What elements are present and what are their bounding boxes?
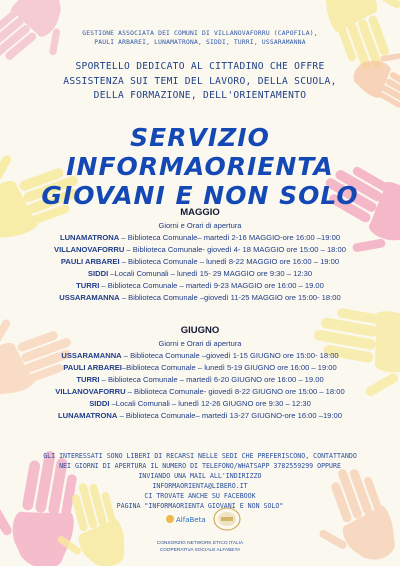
- info-facebook-page: PAGINA "INFORMAORIENTA GIOVANI E NON SOLO": [116, 502, 284, 510]
- schedule-row: [0, 351, 400, 360]
- schedule-town: SIDDI: [87, 269, 109, 278]
- intro-line-1: SPORTELLO DEDICATO AL CITTADINO CHE OFFRE: [75, 61, 325, 72]
- alfabeta-logo: [165, 512, 207, 526]
- schedule-town: TURRI: [76, 281, 100, 290]
- schedule-row: [0, 293, 400, 302]
- schedule-detail: – Biblioteca Comunale– martedì 13-27 GIUGNO-ore 16:00 –19:00: [117, 411, 342, 420]
- schedule-town: VILLANOVAFORRU: [54, 245, 125, 254]
- schedule-row: [0, 281, 400, 290]
- schedule-town: PAULI ARBAREI: [63, 363, 122, 372]
- title-line-1: SERVIZIO INFORMAORIENTA: [66, 123, 334, 181]
- schedule-row: [0, 269, 400, 278]
- schedule-town: PAULI ARBAREI: [60, 257, 120, 266]
- schedule-detail: – Biblioteca Comunale– martedì 2-16 MAGGIO-ore 16:00 –19:00: [119, 233, 341, 242]
- schedule-detail: – Biblioteca Comunale- giovedì 8-22 GIUGNO ore 15:00 – 18:00: [125, 387, 345, 396]
- schedule-town: LUNAMATRONA: [59, 233, 120, 242]
- schedule-town: SIDDI: [89, 399, 110, 408]
- footer-line-2: COOPERATIVA SOCIALE ALFABETA: [159, 547, 241, 553]
- title-line-2: GIOVANI E NON SOLO: [41, 181, 359, 210]
- schedule-detail: – Biblioteca Comunale – martedì 9-23 MAGGIO ore 16:00 – 19.00: [99, 281, 324, 290]
- intro-line-3: DELLA FORMAZIONE, DELL'ORIENTAMENTO: [93, 90, 307, 101]
- schedule-row: [0, 399, 400, 408]
- schedule-row: [0, 245, 400, 254]
- footer-line-1: CONSORZIO NETWORK ETICO ITALIA: [156, 541, 244, 546]
- info-email: INFORMAORIENTA@LIBERO.IT: [152, 482, 248, 490]
- cooperative-seal-icon: [212, 506, 242, 532]
- schedule-detail: –Locali Comunali – lunedì 15- 29 MAGGIO ore 9:30 – 12:30: [108, 269, 313, 278]
- schedule-subtitle-maggio: Giorni e Orari di apertura: [158, 221, 242, 230]
- schedule-subtitle-giugno: Giorni e Orari di apertura: [158, 339, 242, 348]
- schedule-detail: –Biblioteca Comunale – lunedì 5-19 GIUGNO ore 16:00 – 19:00: [121, 363, 337, 372]
- schedule-detail: – Biblioteca Comunale – lunedì 8-22 MAGGIO ore 16:00 – 19:00: [119, 257, 340, 266]
- intro-line-2: ASSISTENZA SUI TEMI DEL LAVORO, DELLA SCUOLA,: [63, 75, 337, 87]
- schedule-town: TURRI: [76, 375, 100, 384]
- alfabeta-logo-text: AlfaBeta: [176, 516, 206, 524]
- schedule-town: USSARAMANNA: [59, 293, 120, 302]
- schedule-town: LUNAMATRONA: [58, 411, 118, 420]
- info-line-3: INVIANDO UNA MAIL ALL'INDIRIZZO: [138, 472, 262, 480]
- organization-header: [20, 29, 380, 47]
- info-line-5: CI TROVATE ANCHE SU FACEBOOK: [144, 492, 256, 500]
- footer-credits: [0, 541, 400, 554]
- schedule-detail: – Biblioteca Comunale – martedì 6-20 GIUGNO ore 16:00 – 19.00: [99, 375, 324, 384]
- service-intro: [14, 60, 386, 104]
- month-heading-maggio: MAGGIO: [180, 207, 220, 218]
- schedule-detail: – Biblioteca Comunale –giovedì 1-15 GIUGNO ore 15:00- 18:00: [121, 351, 339, 360]
- schedule-row: [0, 411, 400, 420]
- schedule-detail: – Biblioteca Comunale –giovedì 11-25 MAGGIO ore 15:00- 18:00: [119, 293, 341, 302]
- page-title: [10, 123, 390, 210]
- schedule-row: [0, 233, 400, 242]
- schedule-row: [0, 387, 400, 396]
- schedule-row: [0, 257, 400, 266]
- info-line-2: NEI GIORNI DI APERTURA IL NUMERO DI TELEFONO/WHATSAPP 3782559299 OPPURE: [59, 462, 341, 470]
- contact-info: [20, 451, 380, 511]
- schedule-town: VILLANOVAFORRU: [55, 387, 126, 396]
- schedule-row: [0, 375, 400, 384]
- month-heading-giugno: GIUGNO: [180, 325, 220, 336]
- schedule-row: [0, 363, 400, 372]
- schedule-detail: –Locali Comunali – lunedì 12-26 GIUGNO ore 9:30 – 12:30: [109, 399, 311, 408]
- schedule-detail: – Biblioteca Comunale- giovedì 4- 18 MAGGIO ore 15:00 – 18:00: [124, 245, 346, 254]
- schedule-town: USSARAMANNA: [61, 351, 122, 360]
- org-line-1: GESTIONE ASSOCIATA DEI COMUNI DI VILLANOVAFORRU (CAPOFILA),: [82, 30, 318, 37]
- org-line-2: PAULI ARBAREI, LUNAMATRONA, SIDDI, TURRI, USSARAMANNA: [94, 39, 306, 46]
- info-line-1: GLI INTERESSATI SONO LIBERI DI RECARSI NELLE SEDI CHE PREFERISCONO, CONTATTANDO: [43, 452, 357, 460]
